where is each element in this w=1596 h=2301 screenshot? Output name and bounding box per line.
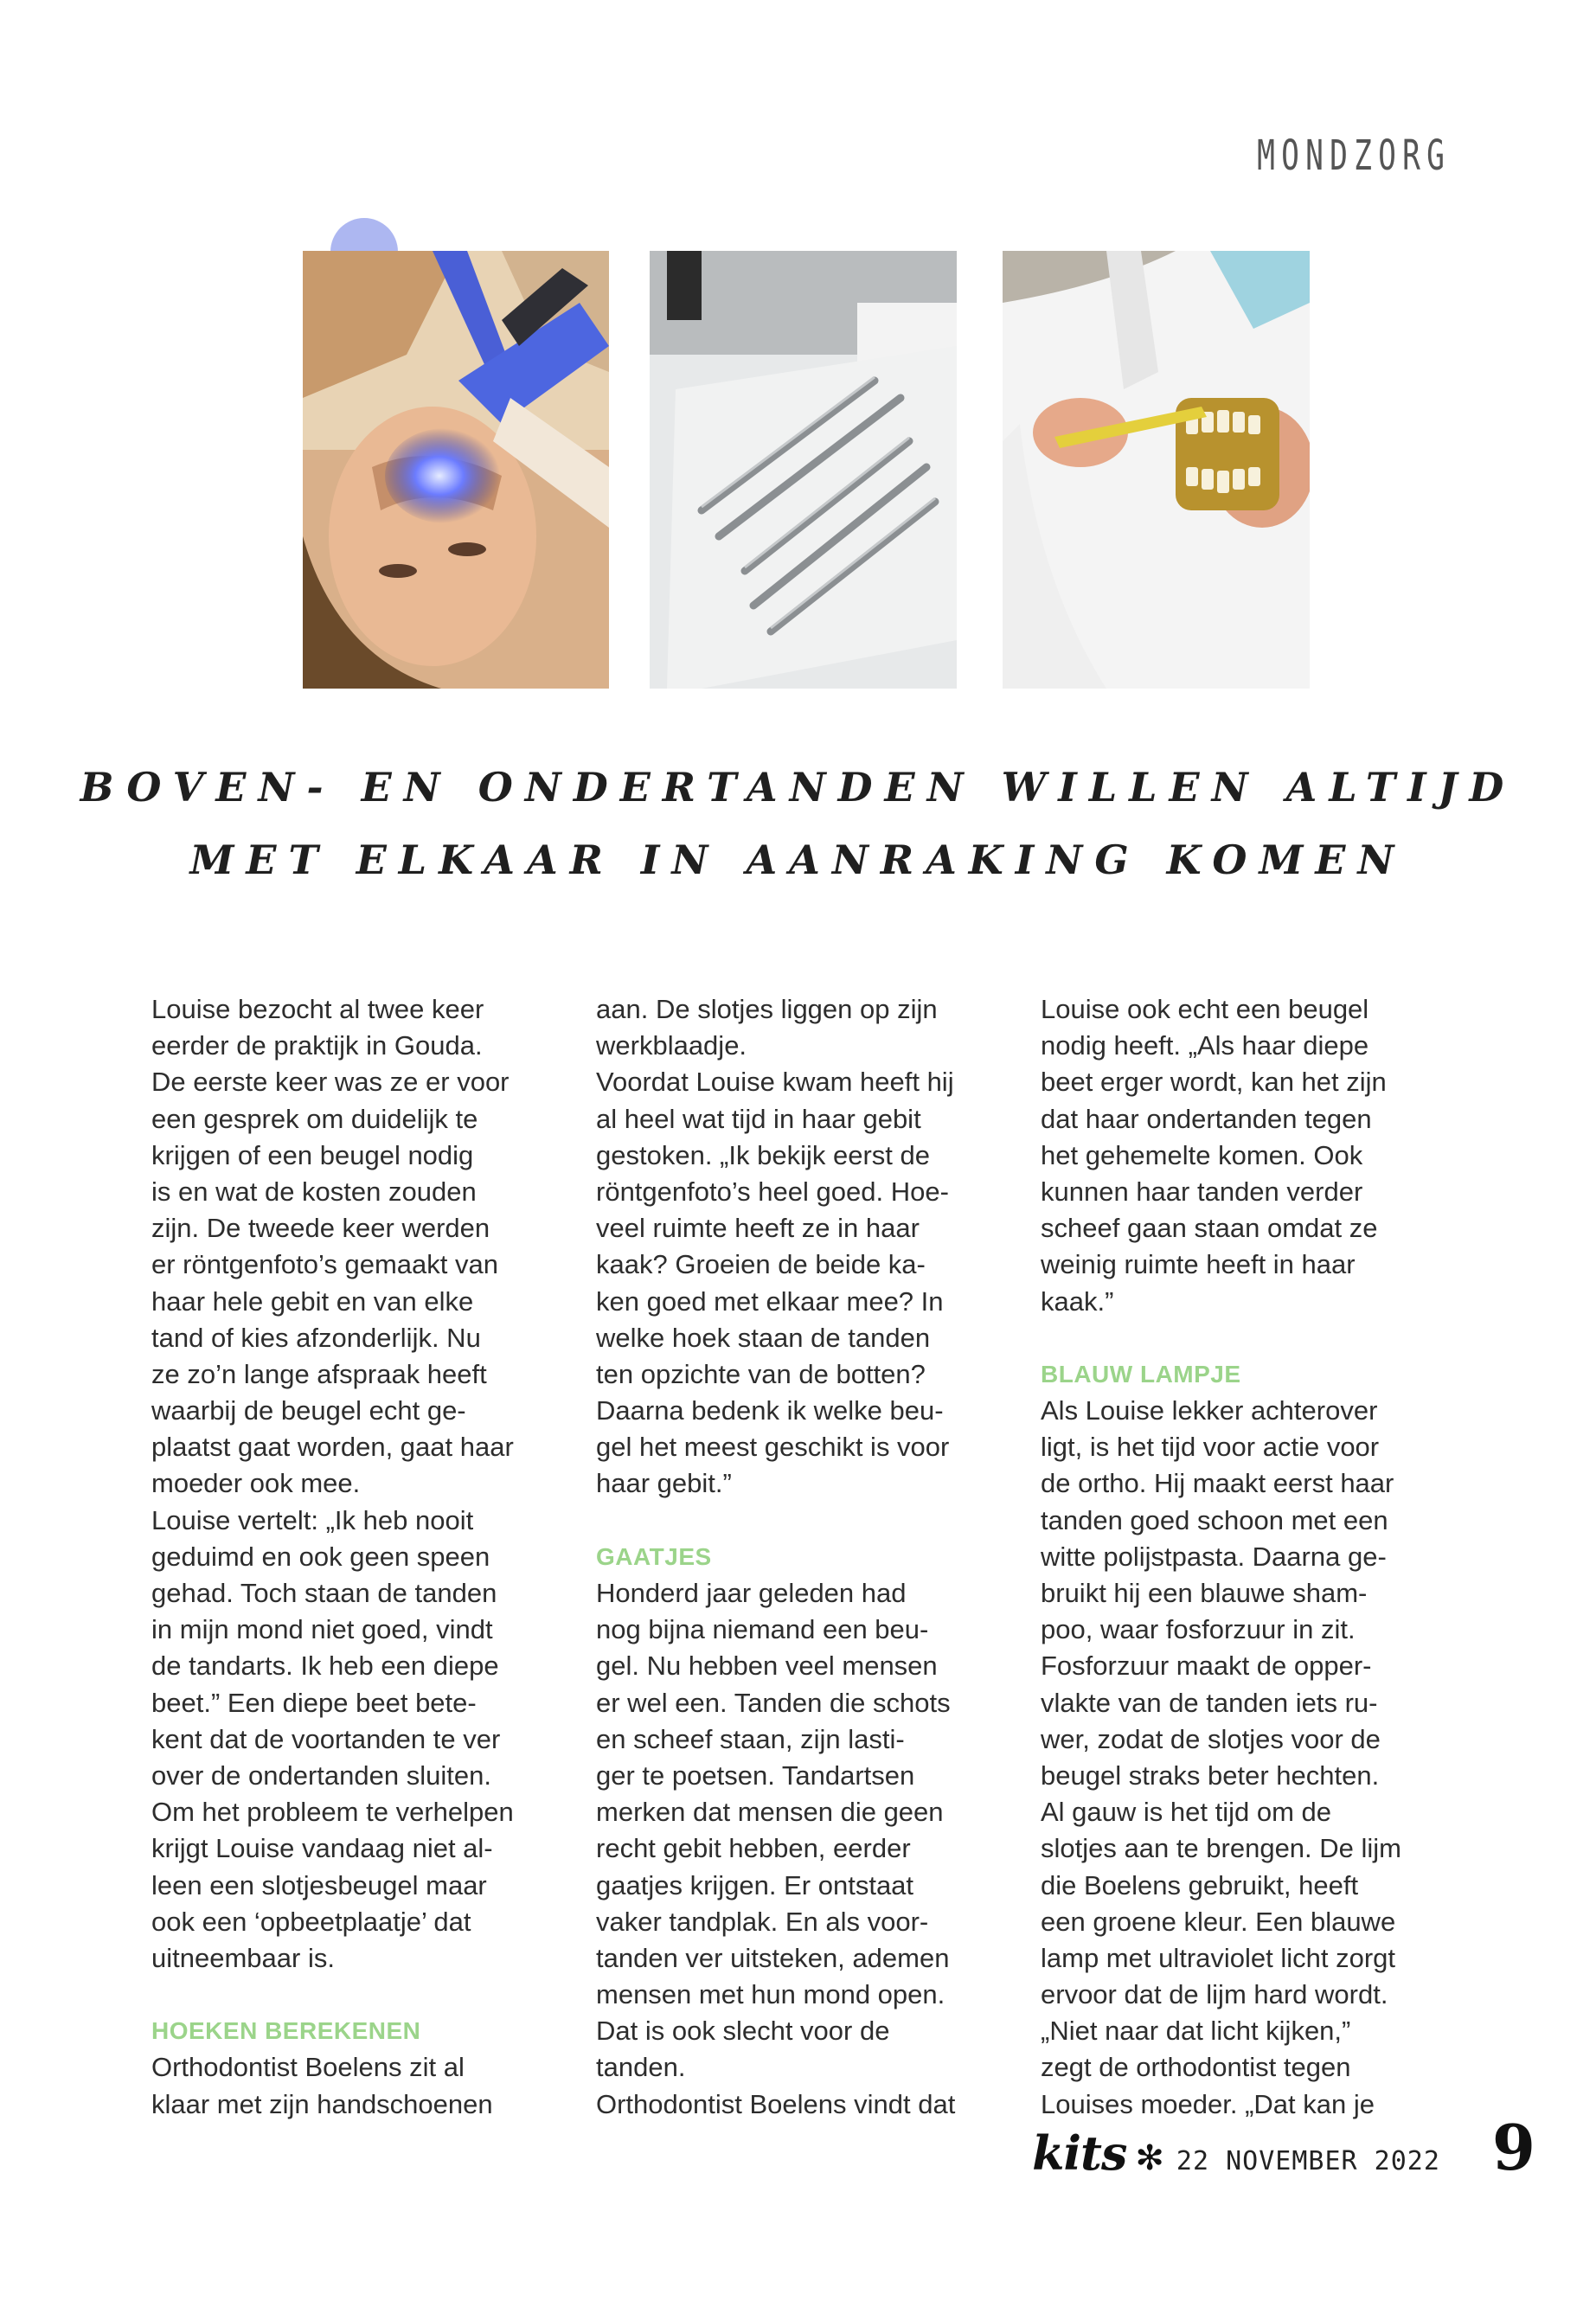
text-line: Honderd jaar geleden had — [596, 1578, 907, 1608]
text-line: een gesprek om duidelijk te — [151, 1103, 478, 1134]
text-line: gehad. Toch staan de tanden — [151, 1578, 497, 1608]
subheading: HOEKEN BEREKENEN — [151, 2017, 421, 2045]
text-line: ze zo’n lange afspraak heeft — [151, 1358, 487, 1389]
text-line — [1041, 1320, 1473, 1356]
text-line: is en wat de kosten zouden — [151, 1176, 477, 1207]
text-line: Dat is ook slecht voor de — [596, 2016, 890, 2047]
text-line: „Niet naar dat licht kijken,” — [1041, 2016, 1351, 2047]
text-line: Louise ook echt een beugel — [1041, 994, 1369, 1024]
text-line: Louise bezocht al twee keer — [151, 994, 484, 1024]
text-line: scheef gaan staan omdat ze — [1041, 1213, 1378, 1244]
text-line: moeder ook mee. — [151, 1468, 361, 1499]
text-line: haar gebit.” — [596, 1468, 732, 1499]
text-line: aan. De slotjes liggen op zijn — [596, 994, 938, 1024]
text-line: Als Louise lekker achterover — [1041, 1395, 1378, 1426]
page-number: 9 — [1491, 2111, 1535, 2184]
text-line: vaker tandplak. En als voor- — [596, 1906, 929, 1937]
text-line: kunnen haar tanden verder — [1041, 1176, 1363, 1207]
text-line: ligt, is het tijd voor actie voor — [1041, 1432, 1380, 1463]
article-column-2 — [596, 991, 1029, 2123]
text-line: röntgenfoto’s heel goed. Hoe- — [596, 1176, 949, 1207]
text-line: Voordat Louise kwam heeft hij — [596, 1067, 954, 1098]
text-line: krijgt Louise vandaag niet al- — [151, 1833, 493, 1864]
text-line: in mijn mond niet goed, vindt — [151, 1614, 493, 1645]
text-line: poo, waar fosforzuur in zit. — [1041, 1614, 1356, 1645]
subheading: GAATJES — [596, 1542, 712, 1570]
text-line: een groene kleur. Een blauwe — [1041, 1906, 1396, 1937]
page-footer — [1032, 2111, 1535, 2184]
text-line: waarbij de beugel echt ge- — [151, 1395, 466, 1426]
subheading: BLAUW LAMPJE — [1041, 1360, 1241, 1388]
photo-patient-blue-lamp — [303, 251, 609, 689]
text-line: tanden ver uitsteken, ademen — [596, 1942, 950, 1973]
text-line: haar hele gebit en van elke — [151, 1285, 474, 1317]
text-line: Om het probleem te verhelpen — [151, 1797, 514, 1828]
text-line: kaak.” — [1041, 1285, 1114, 1317]
text-line: weinig ruimte heeft in haar — [1041, 1249, 1356, 1280]
text-line: ger te poetsen. Tandartsen — [596, 1759, 915, 1791]
text-line: plaatst gaat worden, gaat haar — [151, 1432, 514, 1463]
photo-dental-instruments — [650, 251, 957, 689]
text-line: vlakte van de tanden iets ru- — [1041, 1687, 1378, 1718]
text-line: leen een slotjesbeugel maar — [151, 1869, 487, 1900]
text-line: klaar met zijn handschoenen — [151, 2088, 493, 2119]
text-line: eerder de praktijk in Gouda. — [151, 1030, 483, 1061]
text-line: Louise vertelt: „Ik heb nooit — [151, 1504, 474, 1535]
text-line: nog bijna niemand een beu- — [596, 1614, 929, 1645]
text-line: tanden. — [596, 2052, 686, 2083]
text-line: dat haar ondertanden tegen — [1041, 1103, 1372, 1134]
text-line: veel ruimte heeft ze in haar — [596, 1213, 920, 1244]
text-line: zijn. De tweede keer werden — [151, 1213, 490, 1244]
text-line: wer, zodat de slotjes voor de — [1041, 1723, 1381, 1754]
text-line: ken goed met elkaar mee? In — [596, 1285, 944, 1317]
text-line: zegt de orthodontist tegen — [1041, 2052, 1351, 2083]
photo-teeth-model — [1003, 251, 1310, 689]
text-line: merken dat mensen die geen — [596, 1797, 944, 1828]
text-line: er wel een. Tanden die schots — [596, 1687, 951, 1718]
text-line: de tandarts. Ik heb een diepe — [151, 1650, 499, 1682]
headline — [0, 751, 1596, 896]
text-line: gestoken. „Ik bekijk eerst de — [596, 1139, 930, 1170]
headline-line-1: BOVEN- EN ONDERTANDEN WILLEN ALTIJD — [80, 764, 1516, 811]
text-line: de ortho. Hij maakt eerst haar — [1041, 1468, 1394, 1499]
text-line: tand of kies afzonderlijk. Nu — [151, 1322, 481, 1353]
text-line: lamp met ultraviolet licht zorgt — [1041, 1942, 1396, 1973]
text-line: nodig heeft. „Als haar diepe — [1041, 1030, 1369, 1061]
text-line: kent dat de voortanden te ver — [151, 1723, 501, 1754]
text-line: beugel straks beter hechten. — [1041, 1759, 1380, 1791]
text-line: er röntgenfoto’s gemaakt van — [151, 1249, 498, 1280]
asterisk-icon: ✻ — [1135, 2139, 1164, 2177]
text-line: tanden goed schoon met een — [1041, 1504, 1388, 1535]
text-line: uitneembaar is. — [151, 1942, 335, 1973]
text-line: Fosforzuur maakt de opper- — [1041, 1650, 1372, 1682]
text-line: Louises moeder. „Dat kan je — [1041, 2088, 1375, 2119]
text-line: gel het meest geschikt is voor — [596, 1432, 950, 1463]
text-line: die Boelens gebruikt, heeft — [1041, 1869, 1359, 1900]
text-line — [151, 1977, 584, 2013]
issue-date: 22 NOVEMBER 2022 — [1176, 2146, 1440, 2176]
text-line: geduimd en ook geen speen — [151, 1541, 490, 1572]
text-line: kaak? Groeien de beide ka- — [596, 1249, 926, 1280]
text-line: over de ondertanden sluiten. — [151, 1759, 491, 1791]
text-line: krijgen of een beugel nodig — [151, 1139, 474, 1170]
text-line: De eerste keer was ze er voor — [151, 1067, 510, 1098]
brand-logo: kits — [1032, 2125, 1127, 2181]
text-line: beet erger wordt, kan het zijn — [1041, 1067, 1387, 1098]
headline-line-2: MET ELKAAR IN AANRAKING KOMEN — [189, 836, 1407, 883]
text-line — [596, 1503, 1029, 1539]
text-line: gel. Nu hebben veel mensen — [596, 1650, 938, 1682]
text-line: ten opzichte van de botten? — [596, 1358, 926, 1389]
text-line: al heel wat tijd in haar gebit — [596, 1103, 921, 1134]
text-line: ook een ‘opbeetplaatje’ dat — [151, 1906, 471, 1937]
text-line: werkblaadje. — [596, 1030, 747, 1061]
text-line: welke hoek staan de tanden — [596, 1322, 931, 1353]
article-column-1 — [151, 991, 584, 2123]
article-column-3 — [1041, 991, 1473, 2123]
text-line: gaatjes krijgen. Er ontstaat — [596, 1869, 914, 1900]
text-line: Orthodontist Boelens vindt dat — [596, 2088, 956, 2119]
text-line: Orthodontist Boelens zit al — [151, 2052, 465, 2083]
text-line: bruikt hij een blauwe sham- — [1041, 1578, 1368, 1608]
text-line: Al gauw is het tijd om de — [1041, 1797, 1332, 1828]
text-line: mensen met hun mond open. — [596, 1979, 945, 2010]
text-line: het gehemelte komen. Ook — [1041, 1139, 1363, 1170]
text-line: Daarna bedenk ik welke beu- — [596, 1395, 944, 1426]
text-line: beet.” Een diepe beet bete- — [151, 1687, 477, 1718]
text-line: recht gebit hebben, eerder — [596, 1833, 911, 1864]
text-line: ervoor dat de lijm hard wordt. — [1041, 1979, 1388, 2010]
text-line: witte polijstpasta. Daarna ge- — [1041, 1541, 1387, 1572]
text-line: slotjes aan te brengen. De lijm — [1041, 1833, 1402, 1864]
section-label: MONDZORG — [1256, 131, 1451, 180]
text-line: en scheef staan, zijn lasti- — [596, 1723, 905, 1754]
